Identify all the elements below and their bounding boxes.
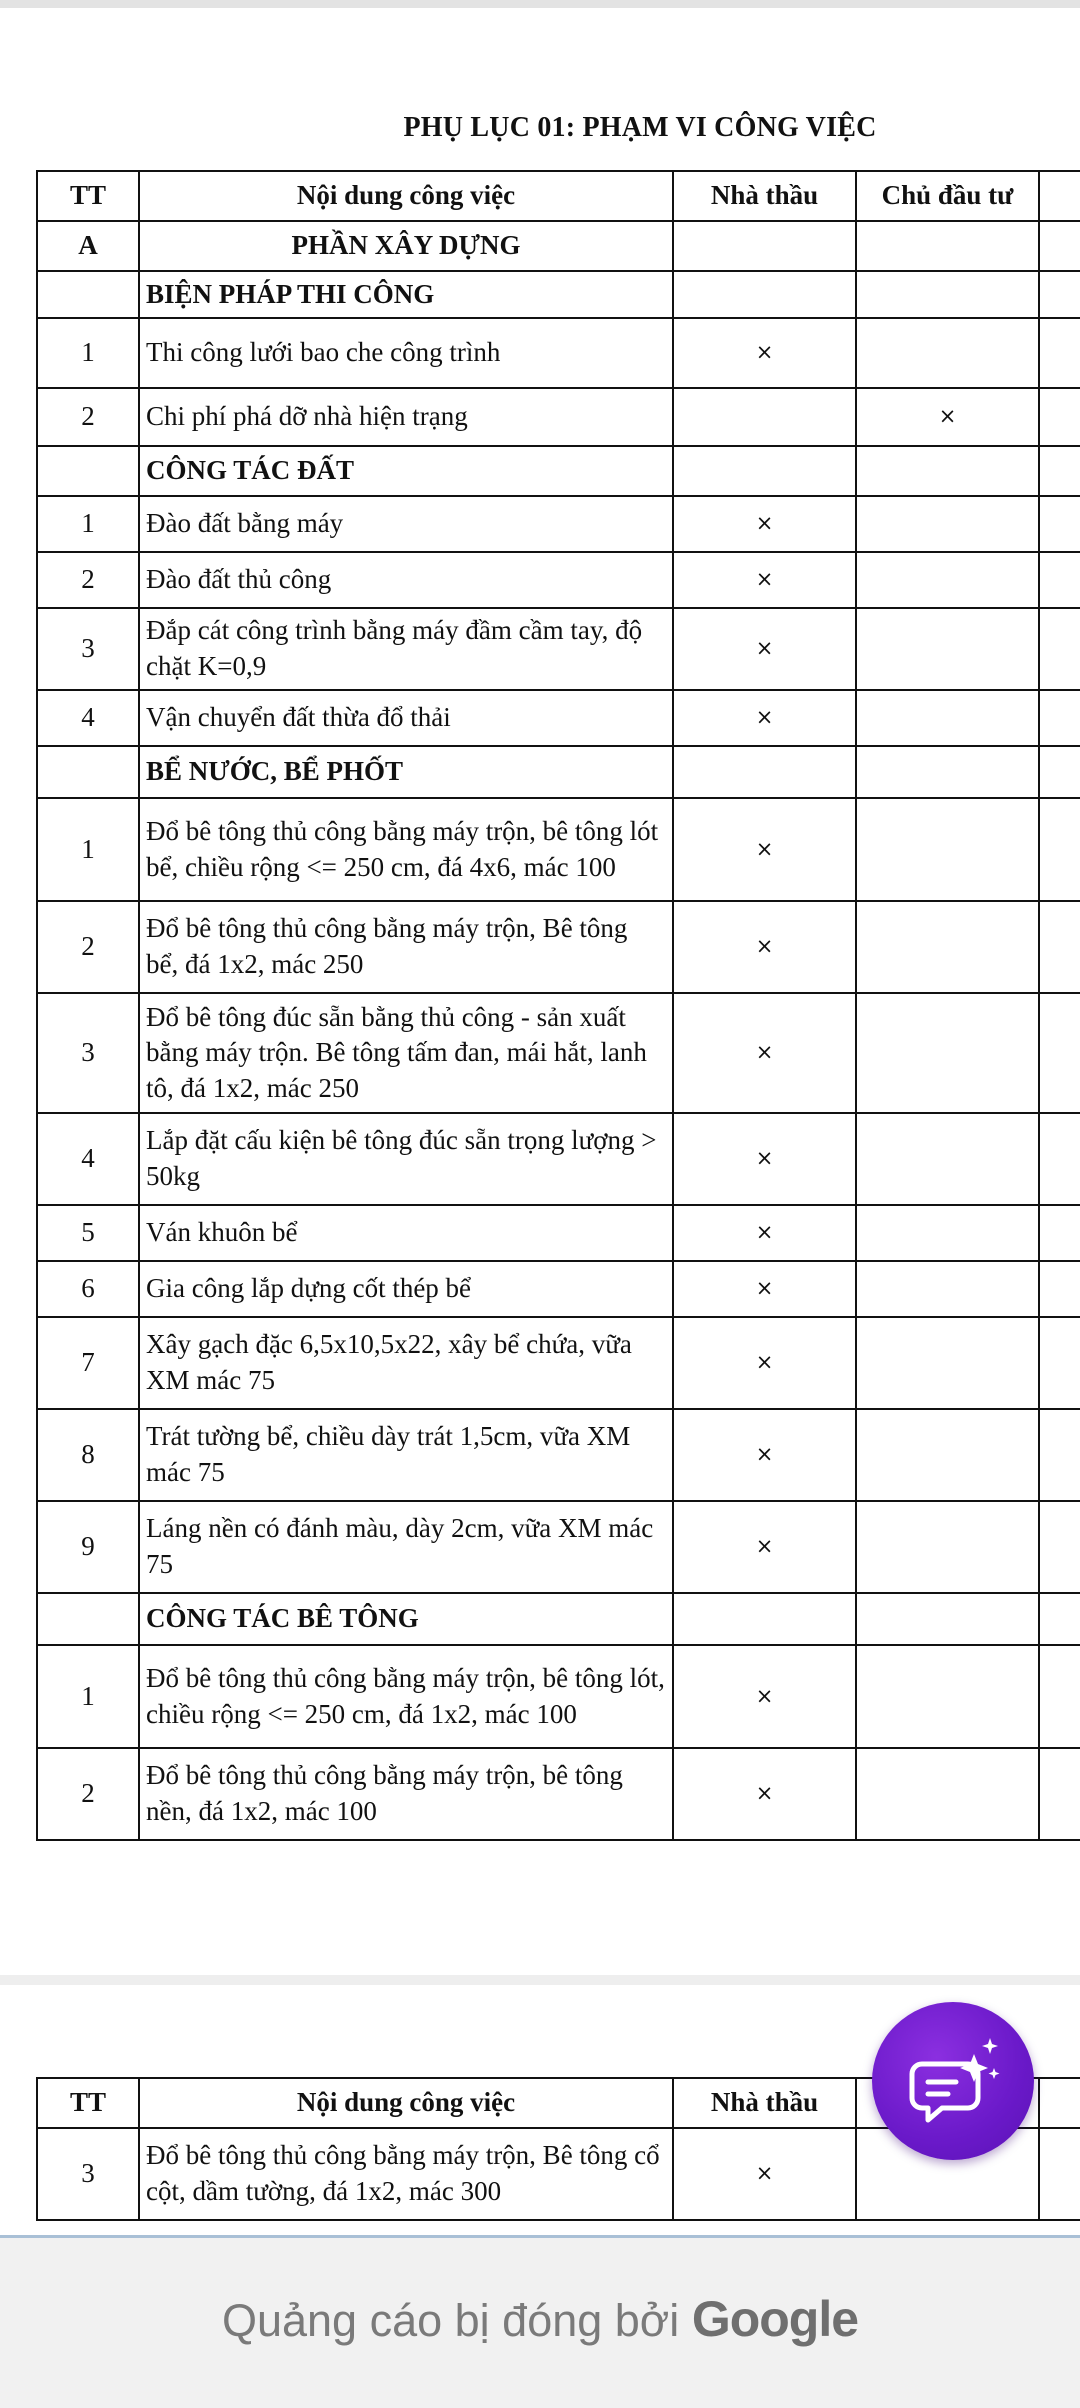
owner-mark — [856, 798, 1039, 901]
page-separator — [0, 1975, 1080, 1985]
row-content: Đổ bê tông đúc sẵn bằng thủ công - sản xuất bằng máy trộn. Bê tông tấm đan, mái hắt, lanh tô, đá 1x2, mác 250 — [139, 993, 673, 1113]
row-content: Chi phí phá dỡ nhà hiện trạng — [139, 388, 673, 446]
row-number: 2 — [37, 1748, 139, 1840]
extra-cell — [1039, 608, 1080, 690]
table-row — [37, 1113, 1080, 1205]
header-extra — [1039, 171, 1080, 221]
row-content: Đào đất thủ công — [139, 552, 673, 608]
table-row — [37, 993, 1080, 1113]
row-content: Xây gạch đặc 6,5x10,5x22, xây bể chứa, vữa XM mác 75 — [139, 1317, 673, 1409]
owner-mark — [856, 746, 1039, 798]
row-content: Đổ bê tông thủ công bằng máy trộn, bê tông nền, đá 1x2, mác 100 — [139, 1748, 673, 1840]
table-row — [37, 1748, 1080, 1840]
table-row — [37, 901, 1080, 993]
row-content: Trát tường bể, chiều dày trát 1,5cm, vữa XM mác 75 — [139, 1409, 673, 1501]
row-number: 1 — [37, 496, 139, 552]
owner-mark: × — [856, 388, 1039, 446]
header-extra — [1039, 2078, 1080, 2128]
table-row — [37, 388, 1080, 446]
row-number: 3 — [37, 608, 139, 690]
row-number: 1 — [37, 318, 139, 388]
row-content: BỂ NƯỚC, BỂ PHỐT — [139, 746, 673, 798]
row-content: Láng nền có đánh màu, dày 2cm, vữa XM mác 75 — [139, 1501, 673, 1593]
extra-cell — [1039, 1409, 1080, 1501]
row-number: 3 — [37, 993, 139, 1113]
owner-mark — [856, 1645, 1039, 1748]
row-number: 4 — [37, 690, 139, 746]
row-content: Vận chuyển đất thừa đổ thải — [139, 690, 673, 746]
ad-closed-message — [0, 2290, 1080, 2348]
row-number: 2 — [37, 901, 139, 993]
extra-cell — [1039, 388, 1080, 446]
extra-cell — [1039, 1645, 1080, 1748]
table-row — [37, 1501, 1080, 1593]
extra-cell — [1039, 1205, 1080, 1261]
contractor-mark: × — [673, 1261, 856, 1317]
owner-mark — [856, 496, 1039, 552]
header-tt: TT — [37, 2078, 139, 2128]
row-number: 3 — [37, 2128, 139, 2220]
table-row — [37, 496, 1080, 552]
extra-cell — [1039, 318, 1080, 388]
extra-cell — [1039, 798, 1080, 901]
contractor-mark — [673, 446, 856, 496]
row-content: Đổ bê tông thủ công bằng máy trộn, Bê tông cổ cột, dầm tường, đá 1x2, mác 300 — [139, 2128, 673, 2220]
row-number: 1 — [37, 798, 139, 901]
page-title: PHỤ LỤC 01: PHẠM VI CÔNG VIỆC — [403, 112, 877, 143]
extra-cell — [1039, 2128, 1080, 2220]
owner-mark — [856, 271, 1039, 318]
section-row — [37, 221, 1080, 271]
row-number: A — [37, 221, 139, 271]
row-content: CÔNG TÁC BÊ TÔNG — [139, 1593, 673, 1645]
contractor-mark — [673, 1593, 856, 1645]
google-brand: Google — [691, 2291, 859, 2347]
row-content: Đổ bê tông thủ công bằng máy trộn, bê tông lót, chiều rộng <= 250 cm, đá 1x2, mác 100 — [139, 1645, 673, 1748]
top-edge — [0, 0, 1080, 8]
row-number — [37, 446, 139, 496]
row-number: 2 — [37, 552, 139, 608]
row-number — [37, 746, 139, 798]
owner-mark — [856, 1317, 1039, 1409]
ad-closed-text: Quảng cáo bị đóng bởi — [221, 2295, 692, 2346]
owner-mark — [856, 1501, 1039, 1593]
owner-mark — [856, 552, 1039, 608]
owner-mark — [856, 1261, 1039, 1317]
contractor-mark: × — [673, 552, 856, 608]
row-content: Đắp cát công trình bằng máy đầm cầm tay, độ chặt K=0,9 — [139, 608, 673, 690]
extra-cell — [1039, 993, 1080, 1113]
row-number: 6 — [37, 1261, 139, 1317]
contractor-mark: × — [673, 1113, 856, 1205]
extra-cell — [1039, 221, 1080, 271]
owner-mark — [856, 608, 1039, 690]
extra-cell — [1039, 746, 1080, 798]
table-row — [37, 318, 1080, 388]
table-row — [37, 690, 1080, 746]
extra-cell — [1039, 1501, 1080, 1593]
contractor-mark — [673, 388, 856, 446]
table-row — [37, 1205, 1080, 1261]
row-number: 5 — [37, 1205, 139, 1261]
row-number: 7 — [37, 1317, 139, 1409]
ai-assistant-button[interactable] — [872, 2002, 1034, 2160]
contractor-mark: × — [673, 1501, 856, 1593]
extra-cell — [1039, 496, 1080, 552]
scope-table — [36, 170, 1080, 1841]
row-content: CÔNG TÁC ĐẤT — [139, 446, 673, 496]
ai-chat-sparkle-icon — [872, 2002, 1034, 2160]
contractor-mark — [673, 221, 856, 271]
owner-mark — [856, 1409, 1039, 1501]
contractor-mark — [673, 271, 856, 318]
owner-mark — [856, 690, 1039, 746]
extra-cell — [1039, 901, 1080, 993]
contractor-mark: × — [673, 690, 856, 746]
table-row — [37, 552, 1080, 608]
owner-mark — [856, 993, 1039, 1113]
row-number: 1 — [37, 1645, 139, 1748]
owner-mark — [856, 1205, 1039, 1261]
extra-cell — [1039, 1317, 1080, 1409]
owner-mark — [856, 446, 1039, 496]
row-number: 4 — [37, 1113, 139, 1205]
extra-cell — [1039, 690, 1080, 746]
table-row — [37, 1645, 1080, 1748]
contractor-mark: × — [673, 608, 856, 690]
row-number — [37, 1593, 139, 1645]
group-row — [37, 446, 1080, 496]
group-row — [37, 746, 1080, 798]
owner-mark — [856, 901, 1039, 993]
row-number: 8 — [37, 1409, 139, 1501]
extra-cell — [1039, 1261, 1080, 1317]
row-content: BIỆN PHÁP THI CÔNG — [139, 271, 673, 318]
extra-cell — [1039, 271, 1080, 318]
table-row — [37, 798, 1080, 901]
contractor-mark: × — [673, 1409, 856, 1501]
row-content: Ván khuôn bể — [139, 1205, 673, 1261]
owner-mark — [856, 1748, 1039, 1840]
owner-mark — [856, 318, 1039, 388]
contractor-mark: × — [673, 318, 856, 388]
contractor-mark: × — [673, 901, 856, 993]
row-content: Lắp đặt cấu kiện bê tông đúc sẵn trọng lượng > 50kg — [139, 1113, 673, 1205]
extra-cell — [1039, 446, 1080, 496]
owner-mark — [856, 1113, 1039, 1205]
row-content: Đổ bê tông thủ công bằng máy trộn, bê tông lót bể, chiều rộng <= 250 cm, đá 4x6, mác 100 — [139, 798, 673, 901]
group-row — [37, 1593, 1080, 1645]
contractor-mark: × — [673, 1205, 856, 1261]
extra-cell — [1039, 552, 1080, 608]
header-contractor: Nhà thầu — [673, 2078, 856, 2128]
row-content: PHẦN XÂY DỰNG — [139, 221, 673, 271]
table-row — [37, 1409, 1080, 1501]
row-content: Gia công lắp dựng cốt thép bể — [139, 1261, 673, 1317]
header-owner: Chủ đầu tư — [856, 171, 1039, 221]
extra-cell — [1039, 1593, 1080, 1645]
header-contractor: Nhà thầu — [673, 171, 856, 221]
row-number: 9 — [37, 1501, 139, 1593]
table-header-row — [37, 171, 1080, 221]
contractor-mark: × — [673, 496, 856, 552]
row-content: Đào đất bằng máy — [139, 496, 673, 552]
group-row — [37, 271, 1080, 318]
owner-mark — [856, 221, 1039, 271]
contractor-mark: × — [673, 993, 856, 1113]
row-content: Thi công lưới bao che công trình — [139, 318, 673, 388]
contractor-mark: × — [673, 2128, 856, 2220]
header-content: Nội dung công việc — [139, 171, 673, 221]
row-number — [37, 271, 139, 318]
contractor-mark: × — [673, 798, 856, 901]
header-content: Nội dung công việc — [139, 2078, 673, 2128]
row-content: Đổ bê tông thủ công bằng máy trộn, Bê tông bể, đá 1x2, mác 250 — [139, 901, 673, 993]
contractor-mark: × — [673, 1317, 856, 1409]
table-row — [37, 608, 1080, 690]
contractor-mark: × — [673, 1748, 856, 1840]
table-row — [37, 1317, 1080, 1409]
row-number: 2 — [37, 388, 139, 446]
owner-mark — [856, 1593, 1039, 1645]
extra-cell — [1039, 1748, 1080, 1840]
table-row — [37, 1261, 1080, 1317]
header-tt: TT — [37, 171, 139, 221]
contractor-mark: × — [673, 1645, 856, 1748]
extra-cell — [1039, 1113, 1080, 1205]
contractor-mark — [673, 746, 856, 798]
